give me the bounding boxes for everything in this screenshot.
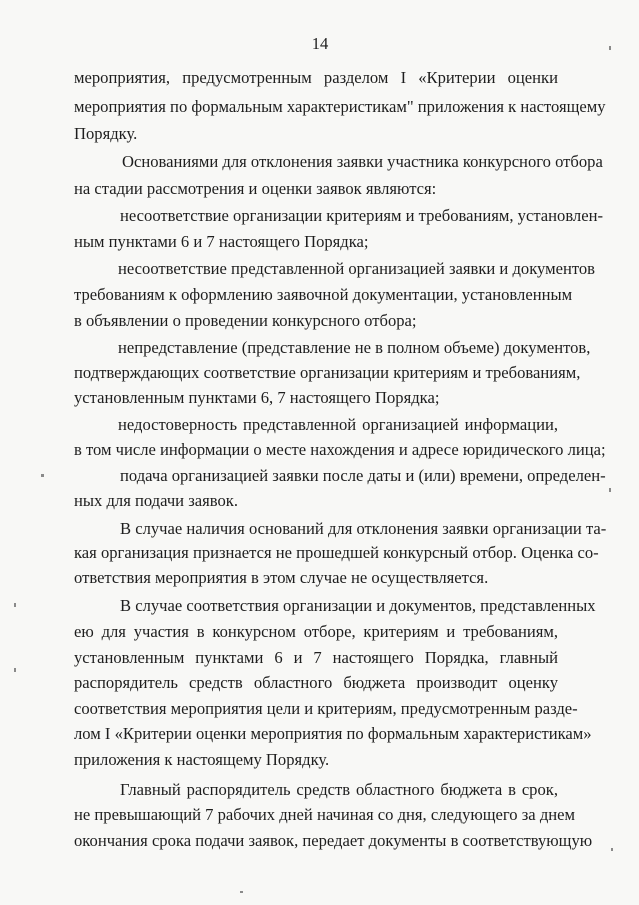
scan-speck xyxy=(609,46,611,50)
text-line: В случае соответствия организации и документов, представленных xyxy=(120,596,596,615)
scan-speck xyxy=(14,603,16,607)
text-line: установленным пунктами 6 и 7 настоящего Порядка, главный xyxy=(74,648,558,667)
text-line: Порядку. xyxy=(74,124,138,143)
text-line: ответствия мероприятия в этом случае не осуществляется. xyxy=(74,568,489,587)
text-line: лом I «Критерии оценки мероприятия по формальным характеристикам» xyxy=(74,724,592,743)
text-line: не превышающий 7 рабочих дней начиная со дня, следующего за днем xyxy=(74,805,576,824)
text-line: несоответствие организации критериям и требованиям, установлен- xyxy=(120,206,603,225)
text-line: окончания срока подачи заявок, передает документы в соответствующую xyxy=(74,831,593,850)
text-line: несоответствие представленной организацией заявки и документов xyxy=(118,259,596,278)
text-line: ных для подачи заявок. xyxy=(74,491,238,510)
text-line: приложения к настоящему Порядку. xyxy=(74,750,330,769)
text-line: установленным пунктами 6, 7 настоящего Порядка; xyxy=(74,388,440,407)
text-line: в том числе информации о месте нахождения и адресе юридического лица; xyxy=(74,440,606,459)
text-line: В случае наличия оснований для отклонения заявки организации та- xyxy=(120,519,607,538)
text-line: на стадии рассмотрения и оценки заявок являются: xyxy=(74,179,437,198)
scan-speck xyxy=(14,668,16,672)
text-line: ею для участия в конкурсном отборе, критериям и требованиям, xyxy=(74,622,558,641)
text-line: непредставление (представление не в полном объеме) документов, xyxy=(118,338,591,357)
text-line: недостоверность представленной организацией информации, xyxy=(118,415,558,434)
text-line: в объявлении о проведении конкурсного отбора; xyxy=(74,311,417,330)
scan-speck xyxy=(41,474,44,477)
text-line: мероприятия по формальным характеристикам" приложения к настоящему xyxy=(74,97,606,116)
page-number: 14 xyxy=(311,34,329,53)
text-line: Основаниями для отклонения заявки участника конкурсного отбора xyxy=(122,152,603,171)
text-line: подача организацией заявки после даты и (или) времени, определен- xyxy=(120,466,606,485)
text-line: подтверждающих соответствие организации критериям и требованиям, xyxy=(74,363,581,382)
text-line: требованиям к оформлению заявочной документации, установленным xyxy=(74,285,573,304)
scan-speck xyxy=(240,891,243,893)
scan-speck xyxy=(611,848,613,851)
scan-speck xyxy=(609,488,611,492)
text-line: мероприятия, предусмотренным разделом I «Критерии оценки xyxy=(74,68,558,87)
text-line: Главный распорядитель средств областного бюджета в срок, xyxy=(120,780,558,799)
text-line: кая организация признается не прошедшей конкурсный отбор. Оценка со- xyxy=(74,543,599,562)
text-line: распорядитель средств областного бюджета производит оценку xyxy=(74,673,558,692)
text-line: ным пунктами 6 и 7 настоящего Порядка; xyxy=(74,232,369,251)
text-line: соответствия мероприятия цели и критериям, предусмотренным разде- xyxy=(74,699,578,718)
